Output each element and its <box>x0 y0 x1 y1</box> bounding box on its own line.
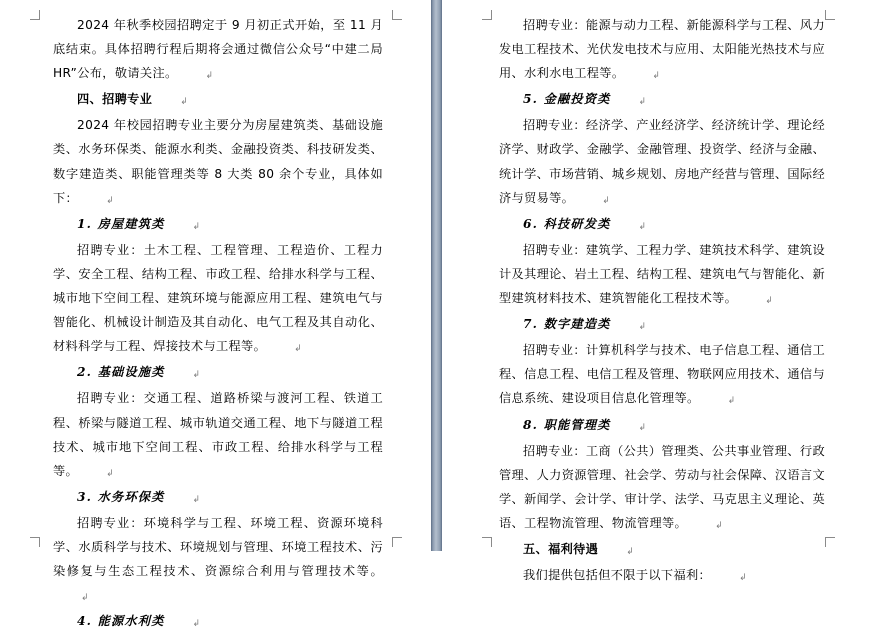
paragraph-text: 我们提供包括但不限于以下福利： <box>523 568 712 583</box>
body-paragraph <box>499 439 825 537</box>
paragraph-mark-icon: ↲ <box>727 396 736 407</box>
paragraph-text: 招聘专业：能源与动力工程、新能源科学与工程、风力发电工程技术、光伏发电技术与应用、太阳能光热技术与应用、水利水电工程等。 <box>499 18 825 81</box>
body-paragraph <box>499 238 825 312</box>
paragraph-text: 招聘专业：交通工程、道路桥梁与渡河工程、铁道工程、桥梁与隧道工程、城市轨道交通工程、地下与隧道工程技术、城市地下空间工程、市政工程、给排水科学与工程等。 <box>53 391 383 478</box>
body-paragraph <box>53 511 383 609</box>
paragraph-text: 招聘专业：环境科学与工程、环境工程、资源环境科学、水质科学与技术、环境规划与管理、环境工程技术、污染修复与生态工程技术、资源综合利用与管理技术等。 <box>53 515 383 579</box>
paragraph-text: 3. 水务环保类 <box>77 489 165 504</box>
crop-mark-bottom-left <box>482 537 492 547</box>
paragraph-text: 五、福利待遇 <box>523 541 599 556</box>
paragraph-mark-icon: ↲ <box>652 71 660 82</box>
paragraph-mark-icon: ↲ <box>715 520 723 531</box>
page-gap-separator <box>431 0 442 551</box>
crop-mark-top-left <box>30 10 40 20</box>
paragraph-text: 7. 数字建造类 <box>523 317 611 332</box>
crop-mark-bottom-right <box>392 537 402 547</box>
paragraph-text: 6. 科技研发类 <box>523 216 611 231</box>
subsection-heading <box>53 212 383 238</box>
subsection-heading <box>53 485 383 511</box>
paragraph-text: 招聘专业：建筑学、工程力学、建筑技术科学、建筑设计及其理论、岩土工程、结构工程、建筑电气与智能化、新型建筑材料技术、建筑智能化工程技术等。 <box>499 242 825 306</box>
paragraph-text: 招聘专业：经济学、产业经济学、经济统计学、理论经济学、财政学、金融学、金融管理、投资学、经济与金融、统计学、市场营销、城乡规划、房地产经营与管理、国际经济与贸易等。 <box>499 118 825 205</box>
paragraph-mark-icon: ↲ <box>192 619 201 630</box>
paragraph-text: 1. 房屋建筑类 <box>77 216 165 231</box>
body-paragraph <box>499 13 825 87</box>
paragraph-mark-icon: ↲ <box>192 221 201 232</box>
paragraph-mark-icon: ↲ <box>192 494 201 505</box>
body-paragraph <box>53 386 383 484</box>
crop-mark-bottom-right <box>825 537 835 547</box>
paragraph-text: 2. 基础设施类 <box>77 365 165 380</box>
paragraph-mark-icon: ↲ <box>180 97 188 108</box>
subsection-heading <box>53 360 383 386</box>
crop-mark-top-left <box>482 10 492 20</box>
paragraph-mark-icon: ↲ <box>626 546 634 557</box>
paragraph-mark-icon: ↲ <box>81 593 89 604</box>
paragraph-mark-icon: ↲ <box>205 71 214 82</box>
crop-mark-bottom-left <box>30 537 40 547</box>
paragraph-text: 4. 能源水利类 <box>77 614 165 629</box>
paragraph-mark-icon: ↲ <box>192 370 201 381</box>
body-paragraph <box>499 338 825 412</box>
paragraph-mark-icon: ↲ <box>638 221 647 232</box>
document-page-right <box>442 0 870 584</box>
body-paragraph <box>499 563 825 589</box>
paragraph-text: 5. 金融投资类 <box>523 92 611 107</box>
paragraph-text: 四、招聘专业 <box>77 92 153 107</box>
paragraph-mark-icon: ↲ <box>765 296 773 307</box>
page-body-right[interactable] <box>499 13 825 589</box>
section-heading <box>53 87 383 113</box>
paragraph-text: 招聘专业：工商（公共）管理类、公共事业管理、行政管理、人力资源管理、社会学、劳动与社会保障、汉语言文学、新闻学、会计学、审计学、法学、马克思主义理论、英语、工程物流管理、物流管理等。 <box>499 443 825 530</box>
body-paragraph <box>53 238 383 360</box>
subsection-heading <box>53 609 383 635</box>
subsection-heading <box>499 312 825 338</box>
subsection-heading <box>499 87 825 113</box>
body-paragraph <box>53 113 383 211</box>
crop-mark-top-right <box>825 10 835 20</box>
paragraph-mark-icon: ↲ <box>106 468 114 479</box>
crop-mark-top-right <box>392 10 402 20</box>
subsection-heading <box>499 212 825 238</box>
paragraph-text: 8. 职能管理类 <box>523 417 611 432</box>
body-paragraph <box>53 13 383 87</box>
paragraph-mark-icon: ↲ <box>739 573 747 584</box>
paragraph-mark-icon: ↲ <box>638 322 647 333</box>
paragraph-text: 2024 年校园招聘专业主要分为房屋建筑类、基础设施类、水务环保类、能源水利类、金融投资类、科技研发类、数字建造类、职能管理类等 8 大类 80 余个专业，具体如下： <box>53 118 383 205</box>
paragraph-mark-icon: ↲ <box>602 195 610 206</box>
section-heading <box>499 537 825 563</box>
paragraph-mark-icon: ↲ <box>294 344 302 355</box>
paragraph-text: 2024 年秋季校园招聘定于 9 月初正式开始，至 11 月底结束。具体招聘行程后期将会通过微信公众号“中建二局 HR”公布，敬请关注。 <box>53 18 383 81</box>
paragraph-mark-icon: ↲ <box>106 195 114 206</box>
paragraph-mark-icon: ↲ <box>638 422 647 433</box>
paragraph-text: 招聘专业：土木工程、工程管理、工程造价、工程力学、安全工程、结构工程、市政工程、给排水科学与工程、城市地下空间工程、建筑环境与能源应用工程、建筑电气与智能化、机械设计制造及其自动化、电气工程及其自动化、材料科学与工程、焊接技术与工程等。 <box>53 242 383 354</box>
subsection-heading <box>499 413 825 439</box>
paragraph-mark-icon: ↲ <box>638 97 647 108</box>
page-body-left[interactable] <box>53 13 383 635</box>
document-page-left <box>0 0 431 630</box>
paragraph-text: 招聘专业：计算机科学与技术、电子信息工程、通信工程、信息工程、电信工程及管理、物联网应用技术、通信与信息系统、建设项目信息化管理等。 <box>499 343 825 406</box>
body-paragraph <box>499 113 825 211</box>
